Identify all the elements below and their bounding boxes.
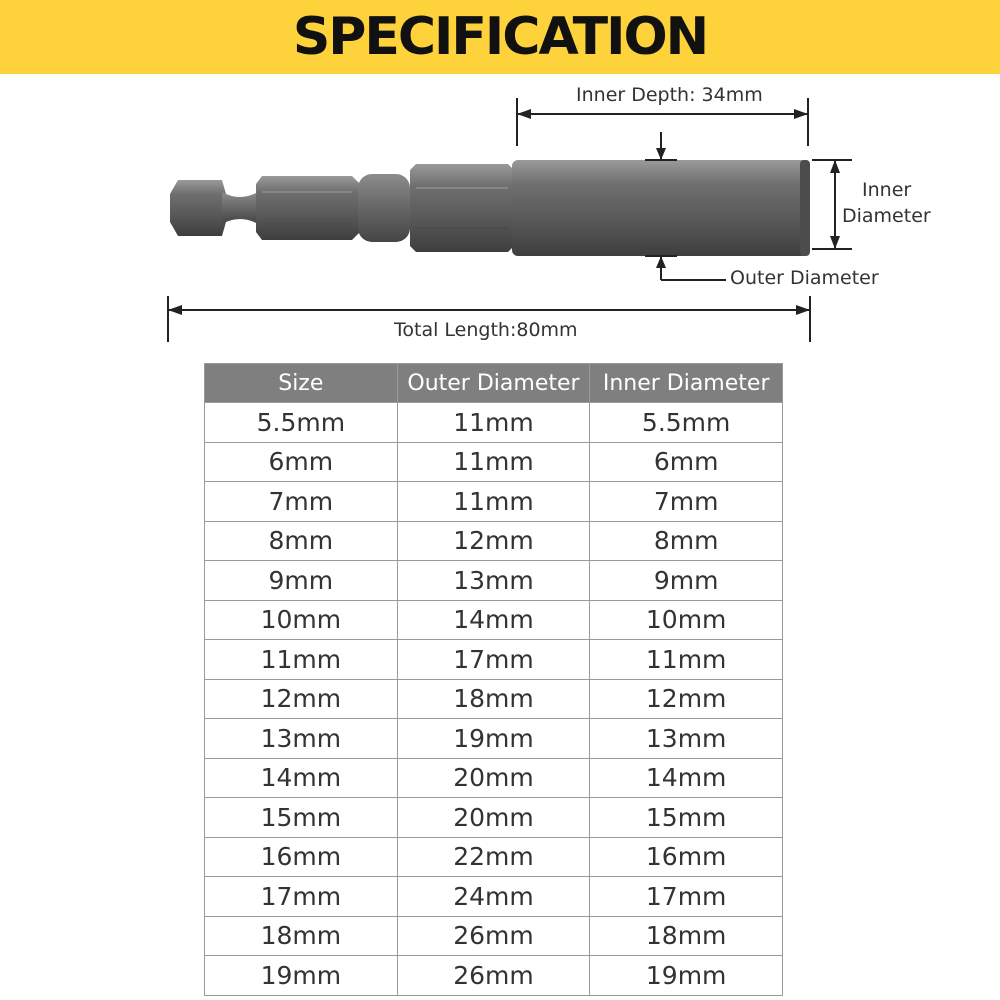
specification-table (204, 363, 783, 996)
cell-outer-diameter: 11mm (397, 403, 590, 443)
inner-diameter-label-line2: Diameter (842, 205, 931, 227)
table-row (205, 600, 783, 640)
table-row (205, 837, 783, 877)
cell-size: 11mm (205, 640, 398, 680)
cell-size: 8mm (205, 521, 398, 561)
cell-size: 18mm (205, 916, 398, 956)
cell-size: 9mm (205, 561, 398, 601)
cell-inner-diameter: 17mm (590, 877, 783, 917)
column-header-inner-diameter: Inner Diameter (590, 364, 783, 403)
table-row (205, 916, 783, 956)
cell-inner-diameter: 11mm (590, 640, 783, 680)
cell-size: 19mm (205, 956, 398, 996)
cell-inner-diameter: 9mm (590, 561, 783, 601)
table-row (205, 403, 783, 443)
table-row (205, 521, 783, 561)
cell-size: 5.5mm (205, 403, 398, 443)
cell-outer-diameter: 14mm (397, 600, 590, 640)
cell-outer-diameter: 11mm (397, 442, 590, 482)
cell-size: 17mm (205, 877, 398, 917)
cell-inner-diameter: 8mm (590, 521, 783, 561)
cell-outer-diameter: 22mm (397, 837, 590, 877)
cell-inner-diameter: 6mm (590, 442, 783, 482)
table-row (205, 719, 783, 759)
cell-outer-diameter: 18mm (397, 679, 590, 719)
table-row (205, 561, 783, 601)
cell-outer-diameter: 11mm (397, 482, 590, 522)
cell-outer-diameter: 19mm (397, 719, 590, 759)
cell-inner-diameter: 7mm (590, 482, 783, 522)
hex-tip (170, 180, 226, 236)
large-hex (410, 164, 514, 252)
cell-inner-diameter: 14mm (590, 758, 783, 798)
column-header-outer-diameter: Outer Diameter (397, 364, 590, 403)
cell-outer-diameter: 12mm (397, 521, 590, 561)
table-row (205, 442, 783, 482)
cell-inner-diameter: 5.5mm (590, 403, 783, 443)
table-row (205, 877, 783, 917)
cell-outer-diameter: 20mm (397, 758, 590, 798)
table-header-row (205, 364, 783, 403)
column-header-size: Size (205, 364, 398, 403)
cell-size: 16mm (205, 837, 398, 877)
inner-diameter-label-line1: Inner (862, 179, 912, 201)
groove-collar (358, 174, 410, 242)
cell-inner-diameter: 15mm (590, 798, 783, 838)
table-row (205, 640, 783, 680)
cell-inner-diameter: 16mm (590, 837, 783, 877)
page-title: SPECIFICATION (292, 7, 708, 67)
cell-size: 10mm (205, 600, 398, 640)
cell-inner-diameter: 12mm (590, 679, 783, 719)
table-row (205, 679, 783, 719)
bit-diagram (0, 74, 1000, 364)
inner-depth-label: Inner Depth: 34mm (576, 84, 763, 106)
table-row (205, 798, 783, 838)
cell-outer-diameter: 17mm (397, 640, 590, 680)
cell-inner-diameter: 18mm (590, 916, 783, 956)
total-length-label: Total Length:80mm (394, 319, 578, 341)
outer-diameter-label: Outer Diameter (730, 267, 879, 289)
cell-outer-diameter: 26mm (397, 956, 590, 996)
shank-neck (222, 192, 258, 224)
cell-size: 15mm (205, 798, 398, 838)
cell-outer-diameter: 26mm (397, 916, 590, 956)
cell-size: 12mm (205, 679, 398, 719)
hex-shank (256, 176, 360, 240)
cell-inner-diameter: 13mm (590, 719, 783, 759)
cell-outer-diameter: 13mm (397, 561, 590, 601)
cell-size: 13mm (205, 719, 398, 759)
socket-body (512, 160, 808, 256)
cell-size: 7mm (205, 482, 398, 522)
cell-size: 14mm (205, 758, 398, 798)
cell-inner-diameter: 10mm (590, 600, 783, 640)
cell-outer-diameter: 24mm (397, 877, 590, 917)
table-row (205, 758, 783, 798)
cell-size: 6mm (205, 442, 398, 482)
table-row (205, 482, 783, 522)
cell-outer-diameter: 20mm (397, 798, 590, 838)
cell-inner-diameter: 19mm (590, 956, 783, 996)
table-row (205, 956, 783, 996)
